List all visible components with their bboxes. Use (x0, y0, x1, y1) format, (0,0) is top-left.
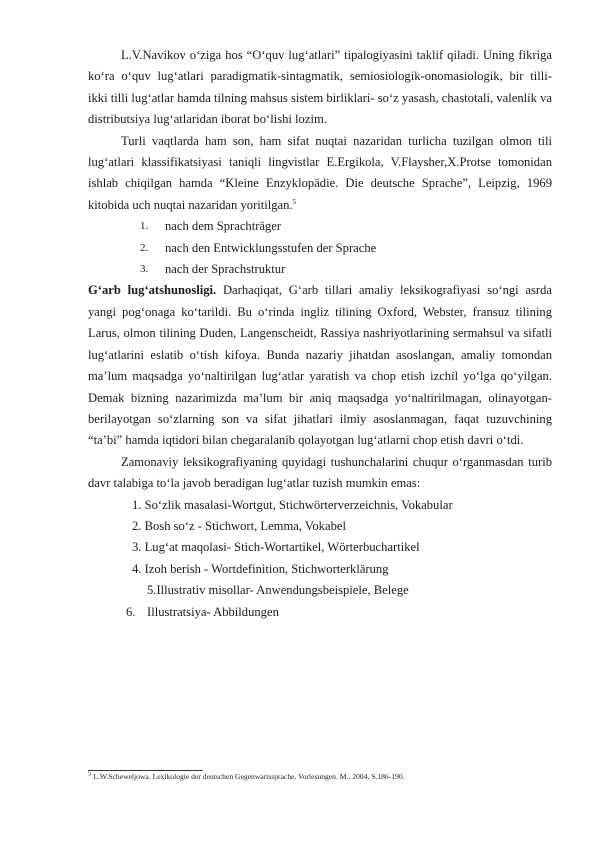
footnote (88, 769, 552, 782)
list-item-text: Illustratsiya- Abbildungen (147, 604, 279, 619)
list-item: 3. Lug‘at maqolasi- Stich-Wortartikel, Wörterbuchartikel (132, 540, 420, 555)
paragraph-classification-text: Turli vaqtlarda ham son, ham sifat nuqtai nazaridan turlicha tuzilgan olmon tili lug‘atlari klassifikatsiyasi taniqli lingvistlar E.Ergikola, V.Flaysher,X.Protse tomonidan ishlab chiqilgan hamda “Kleine Enzyklopädie. Die deutsche Sprache”, Leipzig, 1969 kitobida uch nuqtai nazaridan yoritilgan. (88, 133, 552, 212)
paragraph-western-lexicography (88, 280, 552, 451)
section-heading: G‘arb lug‘atshunosligi. (88, 283, 217, 298)
list-item-text: nach der Sprachstruktur (165, 262, 286, 277)
list-item-number: 2. (140, 241, 149, 254)
list-item (88, 259, 552, 280)
list-item-text: nach den Entwicklungsstufen der Sprache (165, 240, 377, 255)
list-item-text: nach dem Sprachträger (165, 219, 282, 234)
list-item (88, 216, 552, 237)
footnote-reference[interactable]: 5 (292, 197, 297, 206)
list-item (88, 602, 552, 623)
list-item: 4. Izoh berish - Wortdefinition, Stichworterklärung (132, 561, 389, 576)
list-item-number: 3. (140, 263, 149, 276)
concept-list (88, 495, 552, 623)
footnote-mark: 5 (88, 769, 92, 778)
list-item: 5.Illustrativ misollar- Anwendungsbeispiele, Belege (147, 583, 409, 598)
page-body (88, 45, 552, 623)
list-item: 2. Bosh so‘z - Stichwort, Lemma, Vokabel (132, 518, 346, 533)
list-item-number: 1. (140, 220, 149, 233)
footnote-divider (88, 770, 203, 771)
footnote-text: L.W.Scheweljowa. Lexikologie der deutschen Gegenwartssprache. Vorlesungen. M., 2004, S.186-190. (91, 772, 405, 781)
classification-list (88, 216, 552, 280)
paragraph-classification (88, 131, 552, 217)
paragraph-western-text: Darhaqiqat, G‘arb tillari amaliy leksikografiyasi so‘ngi asrda yangi pog‘onaga ko‘tarildi. Bu o‘rinda ingliz tilining Oxford, Webster, fransuz tilining Larus, olmon tilining Duden, Langenscheidt, Rassiya nashriyotlarining sermahsul va sifatli lug‘atlarini eslatib o‘tish kifoya. Bunda nazariy jihatdan asoslangan, amaliy tomondan ma’lum maqsadga yo‘naltirilgan lug‘atlar yaratish va chop etish izchil yo‘lga qo‘yilgan. Demak bizning nazarimizda ma’lum bir aniq maqsadga yo‘naltirilmagan, olinayotgan-berilayotgan so‘zlarning son va sifat jihatlari ilmiy asoslanmagan, faqat tuzuvchining “ta’bi” hamda iqtidori bilan chegaralanib qolayotgan lug‘atlarni chop etish davri o‘tdi. (88, 283, 552, 448)
paragraph-navikov: L.V.Navikov o‘ziga hos “O‘quv lug‘atlari” tipalogiyasini taklif qiladi. Uning fikriga ko‘ra o‘quv lug‘atlari paradigmatik-sintagmatik, semiosiologik-onomasiologik, bir tilli- ikki tilli lug‘atlar hamda tilning mahsus sistem birliklari- so‘z yasash, chastotali, valenlik va distributsiya lug‘atlaridan iborat bo‘lishi lozim. (88, 48, 552, 127)
list-item: 1. So‘zlik masalasi-Wortgut, Stichwörterverzeichnis, Vokabular (132, 497, 453, 512)
list-item (88, 238, 552, 259)
list-item-number: 6. (126, 604, 136, 619)
paragraph-modern-lexicography: Zamonaviy leksikografiyaning quyidagi tushunchalarini chuqur o‘rganmasdan turib davr talabiga to‘la javob beradigan lug‘atlar tuzish mumkin emas: (88, 454, 552, 491)
